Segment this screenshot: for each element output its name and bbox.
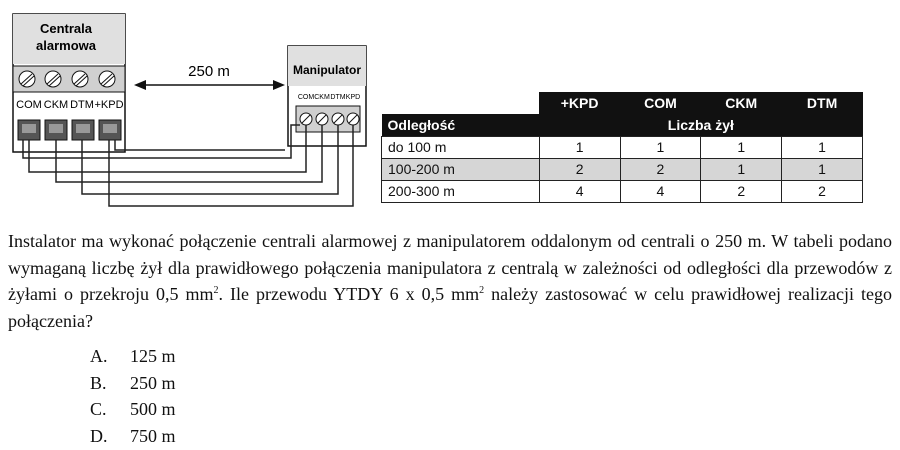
col-header-kpd: +KPD [539, 92, 620, 114]
answer-option-c[interactable]: C. 500 m [90, 399, 176, 419]
col-header-com: COM [620, 92, 701, 114]
table-row [382, 180, 863, 202]
cell-value: 1 [620, 136, 701, 158]
cell-value: 2 [782, 180, 863, 202]
keypad-terminal-label-ckm: CKM [314, 94, 330, 101]
row-distance: do 100 m [382, 136, 540, 158]
row-header-distance: Odległość [382, 114, 540, 136]
cell-value: 4 [539, 180, 620, 202]
panel-title-line2: alarmowa [36, 38, 96, 53]
panel-terminal-label-dtm: DTM [70, 99, 94, 111]
table-row [382, 158, 863, 180]
answer-option-d[interactable]: D. 750 m [90, 425, 176, 446]
cell-value: 1 [539, 136, 620, 158]
col-header-dtm: DTM [782, 92, 863, 114]
cell-value: 1 [782, 136, 863, 158]
answer-option-b[interactable]: B. 250 m [90, 372, 176, 393]
row-distance: 100-200 m [382, 158, 540, 180]
question-text: Instalator ma wykonać połączenie centrali alarmowej z manipulatorem oddalonym od centrali o 250 m. W tabeli podano wymaganą liczbę żył dla prawidłowego połączenia manipulatora z centralą w zależności od odległości dla przewodów z żyłami o przekroju 0,5 $mm^2$. Ile przewodu YTDY 6 x 0,5 $mm^2$ należy zastosować w celu prawidłowej realizacji tego połączenia? [8, 231, 892, 331]
panel-title-line1: Centrala [39, 21, 93, 36]
distance-arrow-right-head [273, 80, 285, 90]
cell-value: 2 [620, 158, 701, 180]
keypad-title: Manipulator [293, 63, 361, 77]
distance-arrow-left-head [134, 80, 146, 90]
cell-value: 2 [539, 158, 620, 180]
panel-terminal-label-ckm: CKM [43, 99, 69, 111]
row-distance: 200-300 m [382, 180, 540, 202]
panel-terminal-label-kpd: +KPD [94, 99, 124, 111]
cell-value: 2 [701, 180, 782, 202]
cell-value: 4 [620, 180, 701, 202]
answer-option-a[interactable]: A. 125 m [90, 346, 176, 366]
wire-count-table [381, 92, 863, 203]
panel-terminal-label-com: COM [16, 99, 42, 111]
group-header-wire-count: Liczba żył [539, 114, 862, 136]
table-row [382, 136, 863, 158]
distance-label: 250 m [188, 63, 230, 80]
cell-value: 1 [782, 158, 863, 180]
cell-value: 1 [701, 136, 782, 158]
keypad-terminal-label-com: COM [297, 94, 315, 101]
keypad-terminal-label-kpd: KPD [345, 94, 361, 101]
cell-value: 1 [701, 158, 782, 180]
keypad-terminal-label-dtm: DTM [330, 94, 346, 101]
answer-list [90, 343, 176, 449]
col-header-ckm: CKM [701, 92, 782, 114]
